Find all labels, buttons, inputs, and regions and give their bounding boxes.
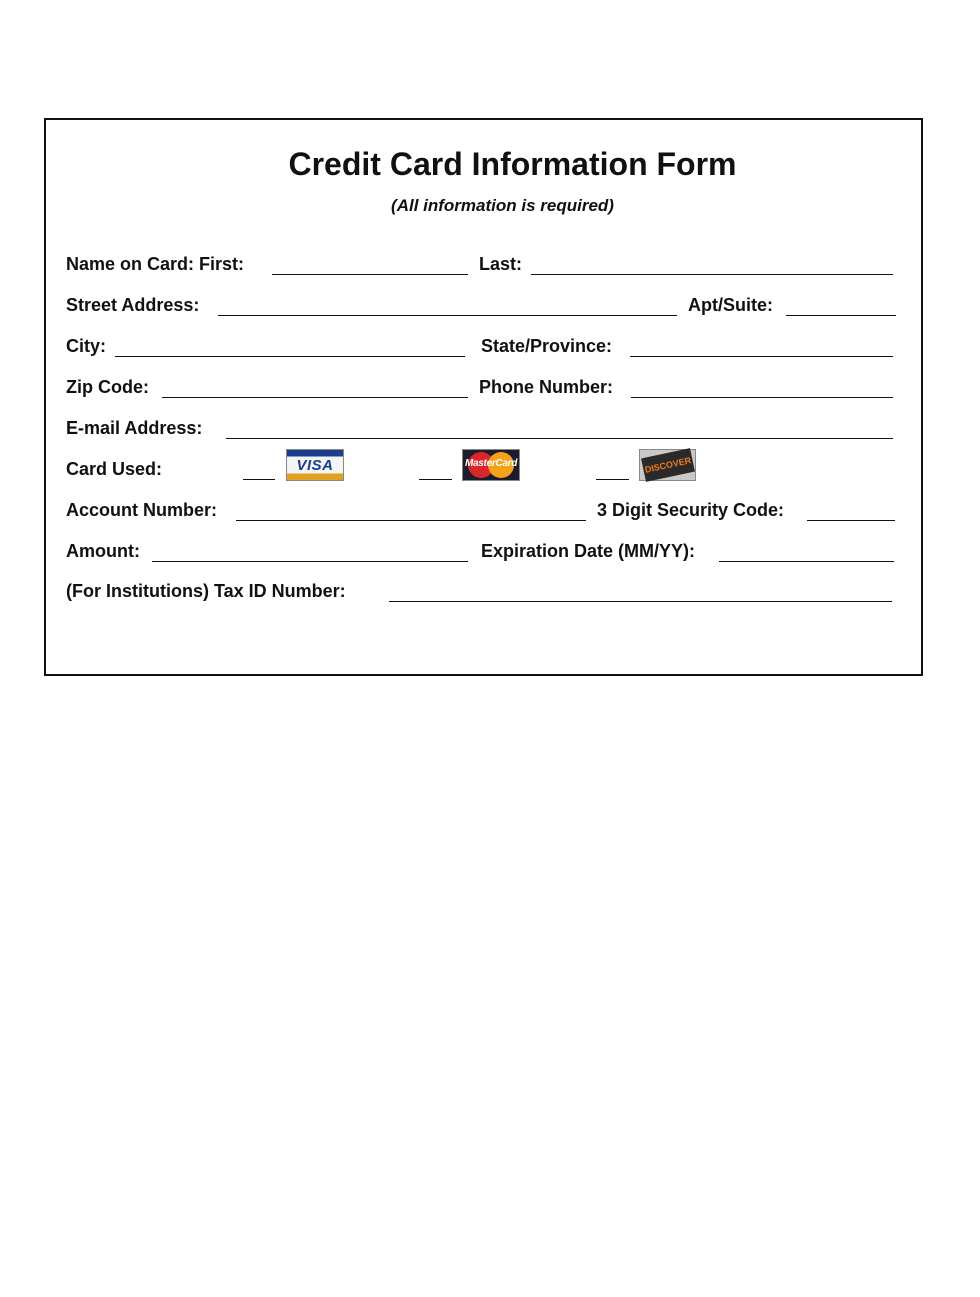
email-label: E-mail Address: <box>66 418 203 438</box>
account-row <box>66 500 894 526</box>
tax-id-field[interactable] <box>389 601 892 602</box>
account-field[interactable] <box>236 520 586 521</box>
email-row <box>66 418 894 444</box>
credit-card-form <box>44 118 923 676</box>
email-field[interactable] <box>226 438 893 439</box>
expiration-field[interactable] <box>719 561 894 562</box>
discover-checkbox[interactable] <box>596 479 629 480</box>
discover-logo <box>639 449 696 481</box>
tax-row <box>66 581 894 607</box>
last-name-field[interactable] <box>531 274 893 275</box>
state-field[interactable] <box>630 356 893 357</box>
security-code-label: 3 Digit Security Code: <box>597 500 785 520</box>
phone-field[interactable] <box>631 397 893 398</box>
amount-row <box>66 541 894 567</box>
tax-id-label: (For Institutions) Tax ID Number: <box>66 581 346 601</box>
apt-label: Apt/Suite: <box>688 295 773 315</box>
zip-field[interactable] <box>162 397 468 398</box>
apt-field[interactable] <box>786 315 896 316</box>
visa-logo <box>286 449 344 481</box>
mastercard-logo <box>462 449 520 481</box>
form-title: Credit Card Information Form <box>288 146 737 182</box>
city-label: City: <box>66 336 106 356</box>
phone-label: Phone Number: <box>479 377 614 397</box>
security-code-field[interactable] <box>807 520 895 521</box>
last-name-label: Last: <box>479 254 523 274</box>
zip-label: Zip Code: <box>66 377 149 397</box>
street-row <box>66 295 894 321</box>
amount-label: Amount: <box>66 541 140 561</box>
name-row <box>66 254 894 280</box>
visa-checkbox[interactable] <box>243 479 275 480</box>
street-field[interactable] <box>218 315 677 316</box>
first-name-field[interactable] <box>272 274 468 275</box>
discover-logo-text: DISCOVER <box>643 455 692 475</box>
expiration-label: Expiration Date (MM/YY): <box>481 541 696 561</box>
visa-logo-text: VISA <box>296 456 334 474</box>
form-subtitle: (All information is required) <box>391 196 614 215</box>
account-label: Account Number: <box>66 500 218 520</box>
mastercard-logo-text: MasterCard <box>464 458 518 469</box>
mastercard-checkbox[interactable] <box>419 479 452 480</box>
city-row <box>66 336 894 362</box>
name-first-label: Name on Card: First: <box>66 254 245 274</box>
amount-field[interactable] <box>152 561 468 562</box>
street-label: Street Address: <box>66 295 200 315</box>
state-label: State/Province: <box>481 336 613 356</box>
card-used-label: Card Used: <box>66 459 163 479</box>
city-field[interactable] <box>115 356 465 357</box>
zip-row <box>66 377 894 403</box>
card-used-row <box>66 455 894 485</box>
